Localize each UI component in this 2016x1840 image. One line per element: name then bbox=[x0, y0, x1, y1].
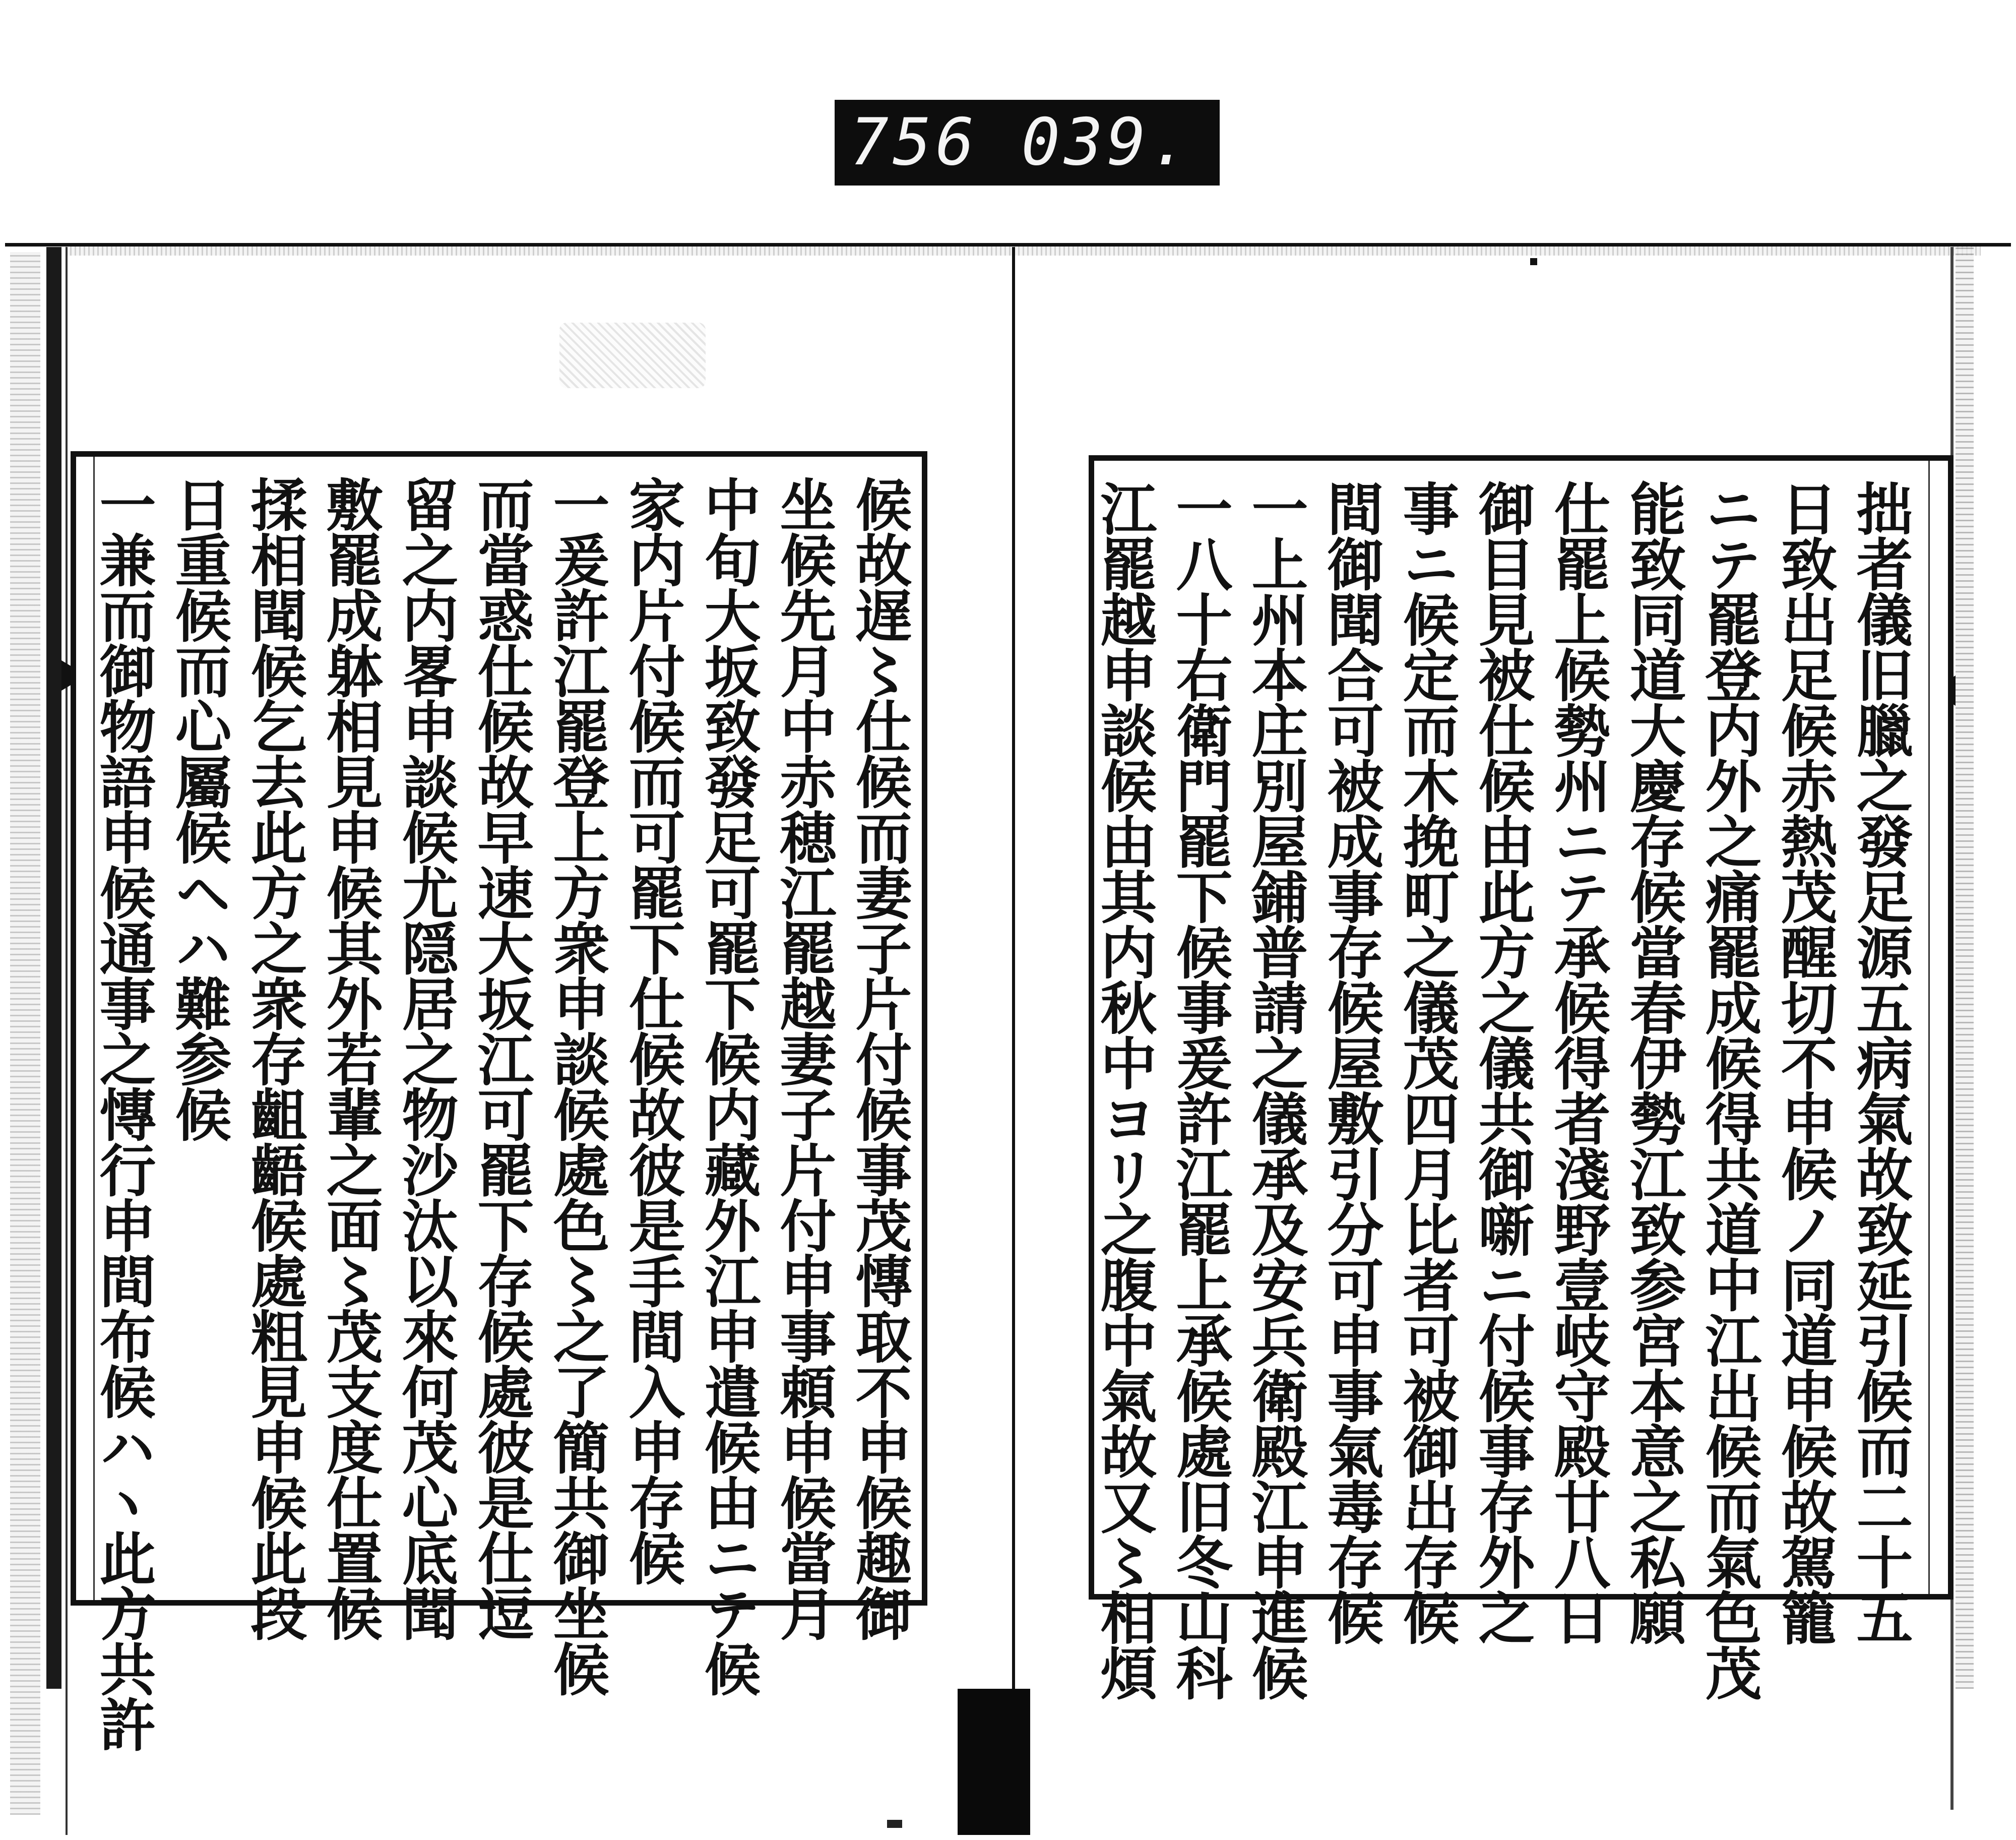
text-column: ニテ罷登内外之痛罷成候得共道中江出候而氣色茂 bbox=[1696, 480, 1762, 1700]
bottom-speck bbox=[887, 1820, 902, 1828]
text-column: 一兼而御物語申候通事之慱行申間布候ハヽ此方共許 bbox=[90, 476, 156, 1751]
text-column: 中旬大坂致發足可罷下候内藏外江申遣候由ニテ候 bbox=[695, 476, 761, 1696]
text-column: 日致出足候赤熱茂醒切不申候ノ同道申候故駕籠 bbox=[1772, 480, 1838, 1644]
scan-label: 756 039. bbox=[835, 100, 1220, 186]
right-text-frame bbox=[1089, 455, 1954, 1700]
text-column: 仕罷上候勢州ニテ承候得者淺野壹岐守殿廿八日 bbox=[1545, 480, 1611, 1644]
text-column: 間御聞合可被成事存候屋敷引分可申事氣毒存候 bbox=[1318, 480, 1384, 1644]
text-column: 拙者儀旧臘之發足源五病氣故致延引候而二十五 bbox=[1847, 480, 1913, 1644]
right-inner-rule bbox=[1928, 461, 1930, 1594]
text-column: 候故遅〻仕候而妻子片付候事茂慱取不申候趣御 bbox=[846, 476, 912, 1640]
right-page-edge bbox=[1956, 247, 1974, 1689]
text-column: 坐候先月中赤穂江罷越妻子片付申事頼申候當月 bbox=[771, 476, 837, 1640]
text-column: 敷罷成躰相見申候其外若輩之面〻茂支度仕置候 bbox=[317, 476, 383, 1640]
text-column: 一八十右衛門罷下候事爰許江罷上承候處旧冬山科 bbox=[1167, 480, 1233, 1700]
left-page-edge bbox=[10, 252, 40, 1815]
text-column: 御目見被仕候由此方之儀共御噺ニ付候事存外之 bbox=[1469, 480, 1535, 1644]
left-text-frame bbox=[71, 451, 927, 1751]
text-column: 能致同道大慶存候當春伊勢江致参宮本意之私願 bbox=[1620, 480, 1686, 1644]
left-spine bbox=[46, 247, 61, 1689]
text-column: 揉相聞候乞去此方之衆存齟齬候處粗見申候此段 bbox=[241, 476, 307, 1640]
text-column: 一爰許江罷登上方衆申談候處色〻之了簡共御坐候 bbox=[544, 476, 610, 1696]
text-column: 日重候而心屬候ヘハ難参候 bbox=[166, 476, 232, 1141]
text-column: 家内片付候而可罷下仕候故彼是手間入申存候 bbox=[619, 476, 685, 1585]
top-rule bbox=[5, 243, 2011, 247]
speck bbox=[1530, 258, 1537, 265]
gutter-binding-block bbox=[958, 1689, 1030, 1835]
left-text-body bbox=[90, 476, 917, 1751]
right-text-body bbox=[1091, 480, 1918, 1700]
gutter-line bbox=[1012, 247, 1015, 1805]
text-column: 江罷越申談候由其内秋中ヨリ之腹中氣故又〻相煩 bbox=[1091, 480, 1157, 1700]
text-column: 留之内畧申談候尤隠居之物沙汰以來何茂心底聞 bbox=[393, 476, 459, 1640]
text-column: 一上州本庄別屋鋪普請之儀承及安兵衛殿江申進候 bbox=[1242, 480, 1308, 1700]
text-column: 事ニ候定而木挽町之儀茂四月比者可被御出存候 bbox=[1394, 480, 1460, 1644]
faint-seal bbox=[559, 323, 706, 388]
text-column: 而當惑仕候故早速大坂江可罷下存候處彼是仕逗 bbox=[468, 476, 534, 1640]
